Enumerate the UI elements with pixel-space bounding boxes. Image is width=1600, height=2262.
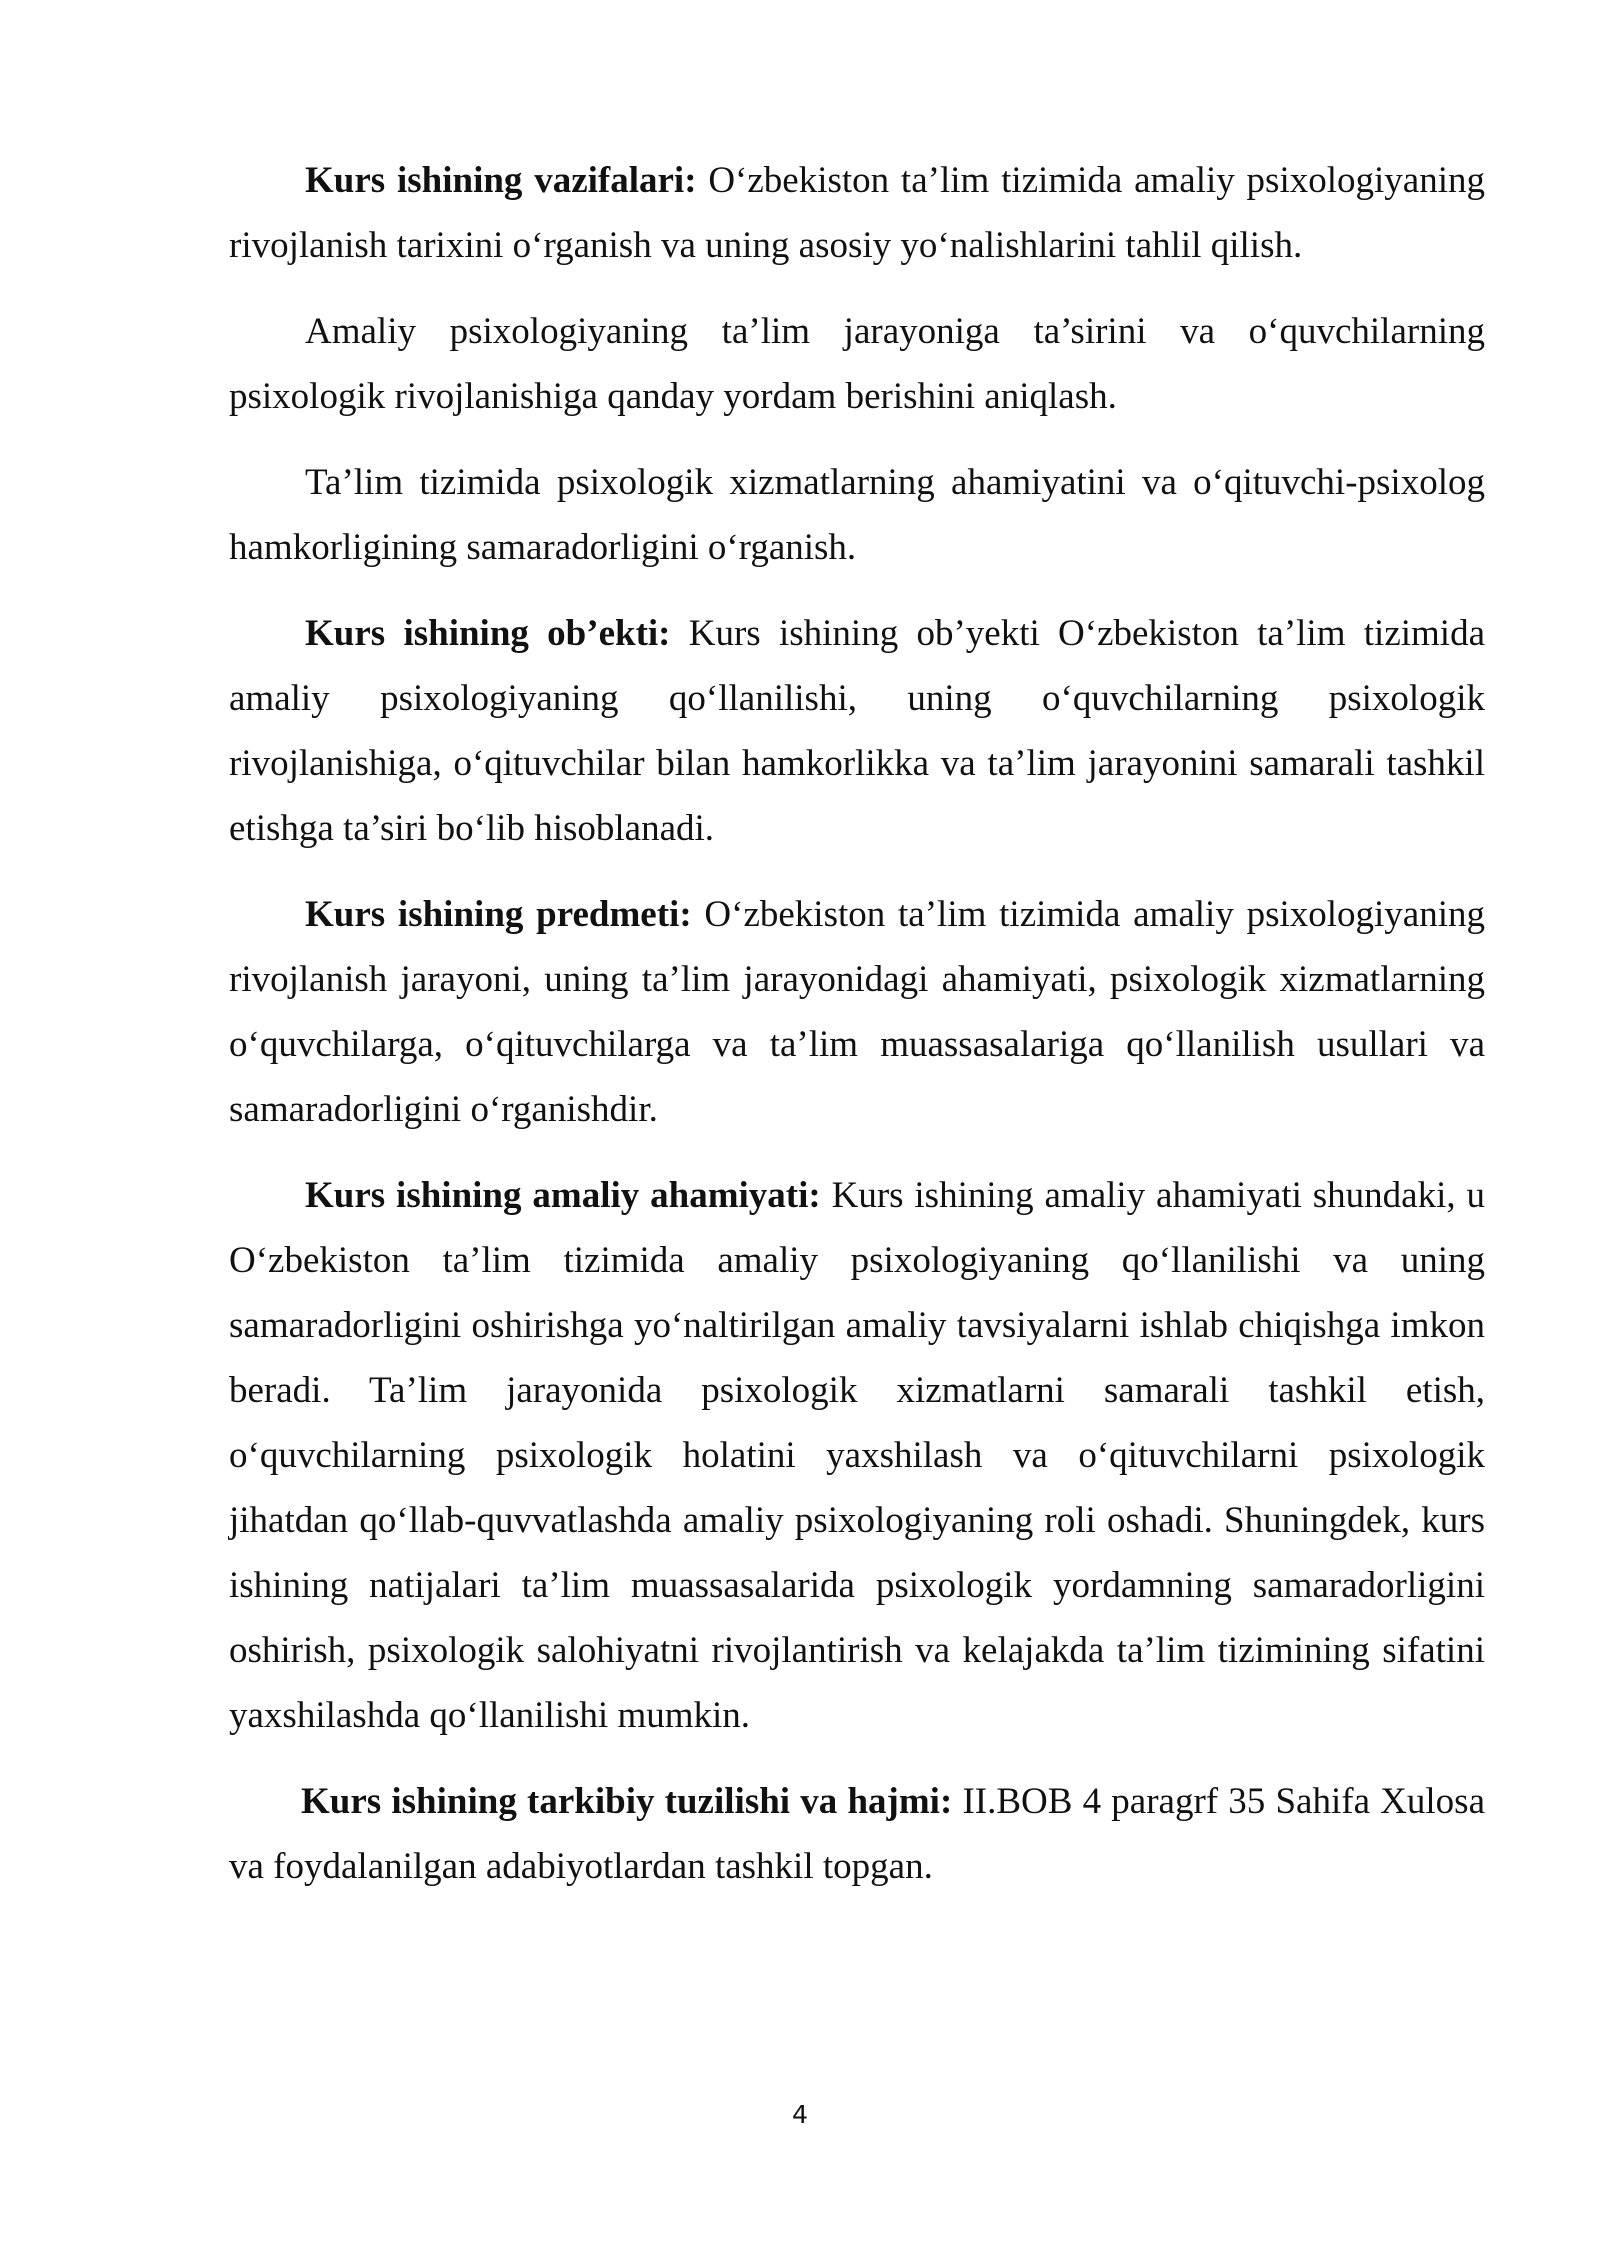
page-number: 4 xyxy=(792,2100,808,2129)
paragraph-text: Kurs ishining amaliy ahamiyati shundaki, u O‘zbekiston ta’lim tizimida amaliy psixologiyaning qo‘llanilishi va uning samaradorligini oshirishga yo‘naltirilgan amaliy tavsiyalarni ishlab chiqishga imkon beradi. Ta’lim jarayonida psixologik xizmatlarni samarali tashkil etish, o‘quvchilarning psixologik holatini yaxshilash va o‘qituvchilarni psixologik jihatdan qo‘llab-quvvatlashda amaliy psixologiyaning roli oshadi. Shuningdek, kurs ishining natijalari ta’lim muassasalarida psixologik yordamning samaradorligini oshirish, psixologik salohiyatni rivojlantirish va kelajakda ta’lim tizimining sifatini yaxshilashda qo‘llanilishi mumkin. xyxy=(229,1175,1485,1736)
paragraph-amaliy-ahamiyati xyxy=(229,1163,1485,1748)
paragraph-predmeti xyxy=(229,882,1485,1142)
text-body xyxy=(229,148,1485,1920)
paragraph-heading: Kurs ishining ob’ekti: xyxy=(305,613,671,654)
paragraph-heading: Kurs ishining vazifalari: xyxy=(305,160,697,201)
paragraph-text: O‘zbekiston ta’lim tizimida amaliy psixologiyaning rivojlanish tarixini o‘rganish va uning asosiy yo‘nalishlarini tahlil qilish. xyxy=(229,160,1485,266)
paragraph-task-3 xyxy=(229,450,1485,580)
paragraph-text: II.BOB 4 paragrf 35 Sahifa Xulosa va foydalanilgan adabiyotlardan tashkil topgan. xyxy=(229,1781,1485,1887)
paragraph-text: O‘zbekiston ta’lim tizimida amaliy psixologiyaning rivojlanish jarayoni, uning ta’lim jarayonidagi ahamiyati, psixologik xizmatlarning o‘quvchilarga, o‘qituvchilarga va ta’lim muassasalariga qo‘llanilish usullari va samaradorligini o‘rganishdir. xyxy=(229,894,1486,1130)
paragraph-text: Ta’lim tizimida psixologik xizmatlarning ahamiyatini va o‘qituvchi-psixolog hamkorligining samaradorligini o‘rganish. xyxy=(229,462,1485,568)
paragraph-task-2 xyxy=(229,299,1485,429)
paragraph-tarkibiy-tuzilishi xyxy=(229,1769,1485,1899)
paragraph-heading: Kurs ishining predmeti: xyxy=(305,894,692,935)
paragraph-heading: Kurs ishining amaliy ahamiyati: xyxy=(305,1175,821,1216)
paragraph-obekti xyxy=(229,601,1485,861)
paragraph-text: Amaliy psixologiyaning ta’lim jarayoniga ta’sirini va o‘quvchilarning psixologik rivojlanishiga qanday yordam berishini aniqlash. xyxy=(229,311,1485,417)
paragraph-heading: Kurs ishining tarkibiy tuzilishi va hajmi: xyxy=(301,1781,953,1822)
paragraph-vazifalari xyxy=(229,148,1485,278)
paragraph-text: Kurs ishining ob’yekti O‘zbekiston ta’lim tizimida amaliy psixologiyaning qo‘llanilishi, uning o‘quvchilarning psixologik rivojlanishiga, o‘qituvchilar bilan hamkorlikka va ta’lim jarayonini samarali tashkil etishga ta’siri bo‘lib hisoblanadi. xyxy=(229,613,1485,849)
